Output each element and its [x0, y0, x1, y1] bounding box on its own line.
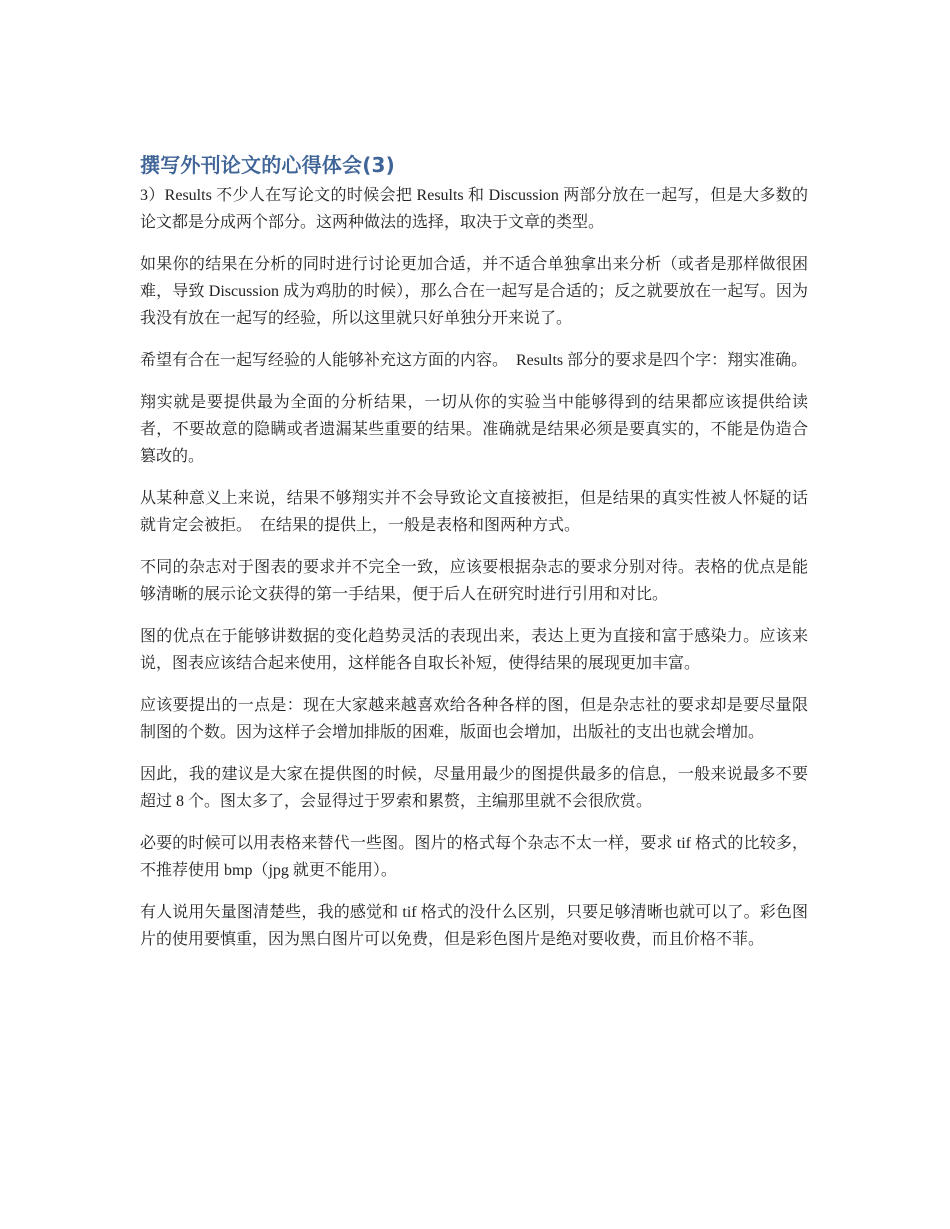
paragraph-7: 图的优点在于能够讲数据的变化趋势灵活的表现出来，表达上更为直接和富于感染力。应该来说，图表应该结合起来使用，这样能各自取长补短，使得结果的展现更加丰富。 — [140, 628, 808, 672]
paragraph-8: 应该要提出的一点是：现在大家越来越喜欢给各种各样的图，但是杂志社的要求却是要尽量限制图的个数。因为这样子会增加排版的困难，版面也会增加，出版社的支出也就会增加。 — [140, 697, 808, 741]
paragraph-11: 有人说用矢量图清楚些，我的感觉和 tif 格式的没什么区别，只要足够清晰也就可以了。彩色图片的使用要慎重，因为黑白图片可以免费，但是彩色图片是绝对要收费，而且价格不菲。 — [140, 904, 808, 948]
paragraph-6: 不同的杂志对于图表的要求并不完全一致，应该要根据杂志的要求分别对待。表格的优点是能够清晰的展示论文获得的第一手结果，便于后人在研究时进行引用和对比。 — [140, 559, 808, 603]
paragraph-4: 翔实就是要提供最为全面的分析结果，一切从你的实验当中能够得到的结果都应该提供给读者，不要故意的隐瞒或者遗漏某些重要的结果。准确就是结果必须是要真实的，不能是伪造合篡改的。 — [140, 394, 808, 465]
paragraph-5: 从某种意义上来说，结果不够翔实并不会导致论文直接被拒，但是结果的真实性被人怀疑的话就肯定会被拒。 在结果的提供上，一般是表格和图两种方式。 — [140, 490, 808, 534]
paragraph-2: 如果你的结果在分析的同时进行讨论更加合适，并不适合单独拿出来分析（或者是那样做很困难，导致 Discussion 成为鸡肋的时候），那么合在一起写是合适的；反之就要放在一起写。因为我没有放在一起写的经验，所以这里就只好单独分开来说了。 — [140, 256, 808, 327]
document-title: 撰写外刊论文的心得体会(3) — [140, 153, 395, 177]
paragraph-3: 希望有合在一起写经验的人能够补充这方面的内容。 Results 部分的要求是四个字：翔实准确。 — [140, 352, 808, 369]
paragraph-9: 因此，我的建议是大家在提供图的时候，尽量用最少的图提供最多的信息，一般来说最多不要超过 8 个。图太多了，会显得过于罗索和累赘，主编那里就不会很欣赏。 — [140, 766, 808, 810]
document-page — [140, 150, 808, 968]
paragraph-1: 3）Results 不少人在写论文的时候会把 Results 和 Discussion 两部分放在一起写，但是大多数的论文都是分成两个部分。这两种做法的选择，取决于文章的类型。 — [140, 187, 808, 231]
paragraph-10: 必要的时候可以用表格来替代一些图。图片的格式每个杂志不太一样，要求 tif 格式的比较多，不推荐使用 bmp（jpg 就更不能用）。 — [140, 835, 808, 879]
